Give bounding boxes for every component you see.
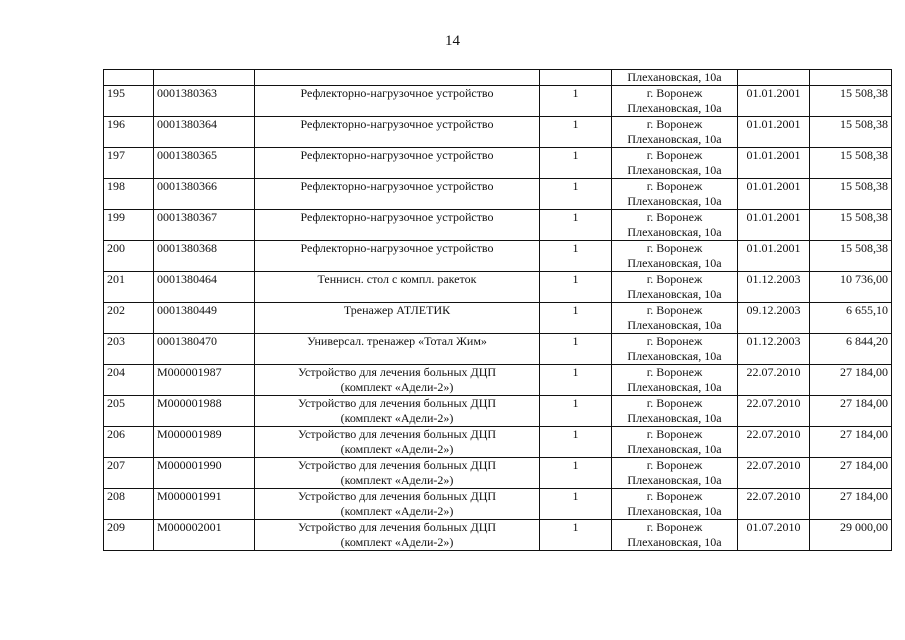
table-row	[104, 489, 892, 520]
cell-cost-text: 6 655,10	[846, 303, 888, 317]
cell-location	[612, 241, 738, 272]
table-row	[104, 148, 892, 179]
cell-cost	[810, 179, 892, 210]
cell-name-text: Рефлекторно-нагрузочное устройство	[300, 86, 494, 100]
cell-location	[612, 148, 738, 179]
cell-location	[612, 303, 738, 334]
cell-inventory-number-text: 0001380367	[157, 210, 217, 224]
cell-quantity-text: 1	[572, 427, 579, 441]
cell-number	[104, 210, 154, 241]
cell-date	[738, 70, 810, 86]
cell-cost-text: 27 184,00	[840, 365, 888, 379]
table-row-continuation	[104, 70, 892, 86]
cell-name	[255, 303, 540, 334]
cell-location-text: Плехановская, 10а	[627, 132, 722, 146]
cell-cost-text: 15 508,38	[840, 241, 888, 255]
cell-number	[104, 241, 154, 272]
cell-date-text: 01.01.2001	[746, 117, 801, 131]
cell-location-text: г. Воронеж	[646, 179, 703, 193]
cell-location-text: Плехановская, 10а	[627, 411, 722, 425]
cell-location: Плехановская, 10а	[612, 70, 738, 86]
cell-quantity-text: 1	[572, 86, 579, 100]
cell-inventory-number-text: 0001380470	[157, 334, 217, 348]
cell-name	[255, 70, 540, 86]
cell-name-text: Устройство для лечения больных ДЦП	[297, 520, 497, 534]
cell-number	[104, 489, 154, 520]
cell-quantity-text: 1	[572, 520, 579, 534]
cell-quantity-text: 1	[572, 365, 579, 379]
cell-inventory-number	[154, 520, 255, 551]
cell-cost	[810, 148, 892, 179]
cell-location	[612, 272, 738, 303]
cell-quantity-text: 1	[572, 489, 579, 503]
cell-cost-text: 27 184,00	[840, 458, 888, 472]
cell-cost	[810, 396, 892, 427]
cell-number-text: 204	[107, 365, 125, 379]
cell-inventory-number	[154, 458, 255, 489]
cell-location-text: г. Воронеж	[646, 520, 703, 534]
cell-cost	[810, 210, 892, 241]
cell-number	[104, 427, 154, 458]
cell-number	[104, 272, 154, 303]
cell-date	[738, 86, 810, 117]
cell-location	[612, 489, 738, 520]
table-row	[104, 272, 892, 303]
table-row	[104, 210, 892, 241]
cell-name	[255, 272, 540, 303]
cell-date	[738, 179, 810, 210]
table-row	[104, 303, 892, 334]
cell-inventory-number-text: М000001989	[157, 427, 222, 441]
table-row	[104, 179, 892, 210]
cell-location-text: г. Воронеж	[646, 86, 703, 100]
cell-date-text: 01.01.2001	[746, 148, 801, 162]
cell-date-text: 01.07.2010	[746, 520, 801, 534]
cell-date	[738, 489, 810, 520]
cell-location-text: Плехановская, 10а	[627, 163, 722, 177]
cell-inventory-number	[154, 148, 255, 179]
cell-number-text: 202	[107, 303, 125, 317]
cell-quantity	[540, 334, 612, 365]
cell-location-text: г. Воронеж	[646, 458, 703, 472]
cell-number	[104, 148, 154, 179]
cell-name-text: Теннисн. стол с компл. ракеток	[317, 272, 477, 286]
cell-cost	[810, 334, 892, 365]
cell-name	[255, 489, 540, 520]
cell-number-text: 209	[107, 520, 125, 534]
cell-location-text: г. Воронеж	[646, 489, 703, 503]
cell-name-text: Устройство для лечения больных ДЦП	[297, 489, 497, 503]
cell-quantity	[540, 427, 612, 458]
cell-number	[104, 458, 154, 489]
cell-location-text: г. Воронеж	[646, 272, 703, 286]
cell-cost	[810, 365, 892, 396]
cell-number-text: 207	[107, 458, 125, 472]
cell-location-text: Плехановская, 10а	[627, 442, 722, 456]
cell-inventory-number-text: М000001988	[157, 396, 222, 410]
cell-location	[612, 210, 738, 241]
cell-number	[104, 365, 154, 396]
cell-date-text: 22.07.2010	[746, 396, 801, 410]
cell-date-text: 01.12.2003	[746, 272, 801, 286]
cell-name-text: Рефлекторно-нагрузочное устройство	[300, 241, 494, 255]
cell-location-text: г. Воронеж	[646, 241, 703, 255]
cell-name-text: (комплект «Адели-2»)	[340, 504, 454, 518]
cell-date-text: 01.12.2003	[746, 334, 801, 348]
cell-quantity	[540, 148, 612, 179]
cell-inventory-number	[154, 70, 255, 86]
cell-location	[612, 117, 738, 148]
cell-name	[255, 396, 540, 427]
cell-quantity	[540, 303, 612, 334]
cell-cost-text: 10 736,00	[840, 272, 888, 286]
cell-location-text: Плехановская, 10а	[627, 287, 722, 301]
cell-location-text: г. Воронеж	[646, 303, 703, 317]
cell-date	[738, 117, 810, 148]
cell-location-text: г. Воронеж	[646, 117, 703, 131]
cell-name	[255, 427, 540, 458]
cell-name-text: (комплект «Адели-2»)	[340, 380, 454, 394]
cell-name-text: (комплект «Адели-2»)	[340, 535, 454, 549]
cell-inventory-number-text: 0001380364	[157, 117, 217, 131]
cell-number-text: 201	[107, 272, 125, 286]
cell-inventory-number	[154, 396, 255, 427]
cell-quantity-text: 1	[572, 334, 579, 348]
cell-inventory-number	[154, 272, 255, 303]
cell-inventory-number-text: М000002001	[157, 520, 222, 534]
cell-location-text: Плехановская, 10а	[627, 101, 722, 115]
cell-name-text: (комплект «Адели-2»)	[340, 411, 454, 425]
cell-quantity	[540, 365, 612, 396]
cell-number-text: 205	[107, 396, 125, 410]
cell-quantity	[540, 458, 612, 489]
table-row	[104, 396, 892, 427]
cell-inventory-number	[154, 86, 255, 117]
cell-location-text: Плехановская, 10а	[627, 225, 722, 239]
cell-location-text: Плехановская, 10а	[627, 318, 722, 332]
cell-number	[104, 70, 154, 86]
cell-inventory-number-text: М000001990	[157, 458, 222, 472]
cell-name	[255, 179, 540, 210]
cell-date-text: 22.07.2010	[746, 489, 801, 503]
cell-name-text: Устройство для лечения больных ДЦП	[297, 396, 497, 410]
cell-inventory-number	[154, 427, 255, 458]
cell-location-text: Плехановская, 10а	[627, 380, 722, 394]
table-row	[104, 334, 892, 365]
table-row	[104, 365, 892, 396]
cell-inventory-number	[154, 489, 255, 520]
cell-date-text: 01.01.2001	[746, 210, 801, 224]
table-row	[104, 427, 892, 458]
cell-quantity	[540, 396, 612, 427]
cell-quantity-text: 1	[572, 396, 579, 410]
cell-date	[738, 334, 810, 365]
page-number: 14	[445, 33, 460, 49]
cell-quantity-text: 1	[572, 117, 579, 131]
cell-cost-text: 15 508,38	[840, 148, 888, 162]
cell-date-text: 22.07.2010	[746, 458, 801, 472]
cell-location	[612, 179, 738, 210]
cell-name	[255, 365, 540, 396]
cell-cost-text: 27 184,00	[840, 396, 888, 410]
cell-number-text: 196	[107, 117, 125, 131]
cell-location-text: г. Воронеж	[646, 427, 703, 441]
cell-number	[104, 117, 154, 148]
cell-inventory-number-text: 0001380365	[157, 148, 217, 162]
cell-location	[612, 520, 738, 551]
cell-date	[738, 303, 810, 334]
cell-name-text: Универсал. тренажер «Тотал Жим»	[307, 334, 487, 348]
cell-location	[612, 86, 738, 117]
cell-cost-text: 15 508,38	[840, 210, 888, 224]
cell-name	[255, 334, 540, 365]
cell-date-text: 22.07.2010	[746, 427, 801, 441]
cell-date	[738, 396, 810, 427]
cell-location-text: г. Воронеж	[646, 210, 703, 224]
cell-number	[104, 334, 154, 365]
cell-number-text: 206	[107, 427, 125, 441]
cell-location	[612, 365, 738, 396]
cell-inventory-number	[154, 334, 255, 365]
cell-cost-text: 15 508,38	[840, 179, 888, 193]
table-row	[104, 86, 892, 117]
cell-number	[104, 303, 154, 334]
cell-quantity	[540, 210, 612, 241]
cell-location-text: Плехановская, 10а	[627, 535, 722, 549]
cell-location-text: Плехановская, 10а	[627, 349, 722, 363]
cell-location-text: г. Воронеж	[646, 334, 703, 348]
cell-inventory-number	[154, 303, 255, 334]
cell-date	[738, 365, 810, 396]
cell-quantity-text: 1	[572, 179, 579, 193]
cell-name-text: Рефлекторно-нагрузочное устройство	[300, 117, 494, 131]
cell-number-text: 203	[107, 334, 125, 348]
cell-name	[255, 520, 540, 551]
cell-date-text: 22.07.2010	[746, 365, 801, 379]
cell-name-text: Устройство для лечения больных ДЦП	[297, 427, 497, 441]
cell-cost	[810, 458, 892, 489]
cell-name-text: Тренажер АТЛЕТИК	[343, 303, 451, 317]
cell-date	[738, 210, 810, 241]
cell-quantity	[540, 86, 612, 117]
cell-cost-text: 27 184,00	[840, 427, 888, 441]
table-row	[104, 117, 892, 148]
cell-date-text: 01.01.2001	[746, 241, 801, 255]
cell-cost	[810, 489, 892, 520]
cell-location	[612, 334, 738, 365]
cell-date-text: 09.12.2003	[746, 303, 801, 317]
cell-date-text: 01.01.2001	[746, 86, 801, 100]
table-row	[104, 458, 892, 489]
table-body	[104, 70, 892, 551]
cell-number-text: 200	[107, 241, 125, 255]
cell-name-text: Устройство для лечения больных ДЦП	[297, 458, 497, 472]
cell-name	[255, 148, 540, 179]
cell-cost	[810, 241, 892, 272]
cell-date	[738, 427, 810, 458]
cell-inventory-number-text: М000001987	[157, 365, 222, 379]
cell-cost-text: 6 844,20	[846, 334, 888, 348]
cell-date	[738, 520, 810, 551]
cell-cost	[810, 272, 892, 303]
cell-name	[255, 458, 540, 489]
cell-quantity	[540, 489, 612, 520]
cell-date	[738, 458, 810, 489]
cell-cost-text: 15 508,38	[840, 86, 888, 100]
cell-date	[738, 148, 810, 179]
cell-inventory-number-text: М000001991	[157, 489, 222, 503]
table-row	[104, 520, 892, 551]
cell-quantity-text: 1	[572, 148, 579, 162]
cell-name	[255, 86, 540, 117]
cell-inventory-number-text: 0001380363	[157, 86, 217, 100]
cell-inventory-number-text: 0001380449	[157, 303, 217, 317]
cell-inventory-number	[154, 210, 255, 241]
cell-location-text: г. Воронеж	[646, 396, 703, 410]
cell-inventory-number	[154, 179, 255, 210]
cell-name-text: (комплект «Адели-2»)	[340, 473, 454, 487]
cell-location-text: г. Воронеж	[646, 365, 703, 379]
cell-inventory-number	[154, 365, 255, 396]
cell-date	[738, 272, 810, 303]
cell-name-text: Рефлекторно-нагрузочное устройство	[300, 210, 494, 224]
cell-quantity-text: 1	[572, 303, 579, 317]
cell-number-text: 195	[107, 86, 125, 100]
cell-name	[255, 210, 540, 241]
cell-cost-text: 29 000,00	[840, 520, 888, 534]
cell-name	[255, 241, 540, 272]
cell-cost	[810, 86, 892, 117]
cell-quantity	[540, 520, 612, 551]
cell-number-text: 197	[107, 148, 125, 162]
cell-location-text: Плехановская, 10а	[627, 473, 722, 487]
cell-quantity-text: 1	[572, 272, 579, 286]
cell-quantity	[540, 179, 612, 210]
cell-inventory-number-text: 0001380368	[157, 241, 217, 255]
cell-quantity	[540, 241, 612, 272]
cell-cost	[810, 303, 892, 334]
cell-quantity-text: 1	[572, 241, 579, 255]
cell-location-text: Плехановская, 10а	[627, 194, 722, 208]
cell-location-text: г. Воронеж	[646, 148, 703, 162]
cell-number	[104, 86, 154, 117]
cell-quantity	[540, 70, 612, 86]
cell-location-text: Плехановская, 10а	[627, 504, 722, 518]
cell-date-text: 01.01.2001	[746, 179, 801, 193]
cell-cost	[810, 117, 892, 148]
cell-name-text: Рефлекторно-нагрузочное устройство	[300, 148, 494, 162]
cell-cost	[810, 520, 892, 551]
cell-name-text: Устройство для лечения больных ДЦП	[297, 365, 497, 379]
cell-name	[255, 117, 540, 148]
cell-cost-text: 15 508,38	[840, 117, 888, 131]
cell-date	[738, 241, 810, 272]
cell-cost	[810, 427, 892, 458]
cell-location-text: Плехановская, 10а	[627, 256, 722, 270]
cell-number-text: 199	[107, 210, 125, 224]
cell-cost-text: 27 184,00	[840, 489, 888, 503]
table-row	[104, 241, 892, 272]
cell-quantity	[540, 272, 612, 303]
cell-inventory-number	[154, 241, 255, 272]
cell-number-text: 208	[107, 489, 125, 503]
cell-location	[612, 396, 738, 427]
cell-location	[612, 458, 738, 489]
cell-name-text: Рефлекторно-нагрузочное устройство	[300, 179, 494, 193]
cell-name-text: (комплект «Адели-2»)	[340, 442, 454, 456]
cell-number	[104, 396, 154, 427]
inventory-table	[103, 69, 892, 551]
cell-quantity	[540, 117, 612, 148]
cell-location	[612, 427, 738, 458]
cell-inventory-number	[154, 117, 255, 148]
cell-inventory-number-text: 0001380366	[157, 179, 217, 193]
cell-quantity-text: 1	[572, 210, 579, 224]
cell-number	[104, 520, 154, 551]
cell-inventory-number-text: 0001380464	[157, 272, 217, 286]
cell-number	[104, 179, 154, 210]
cell-number-text: 198	[107, 179, 125, 193]
cell-quantity-text: 1	[572, 458, 579, 472]
cell-cost	[810, 70, 892, 86]
